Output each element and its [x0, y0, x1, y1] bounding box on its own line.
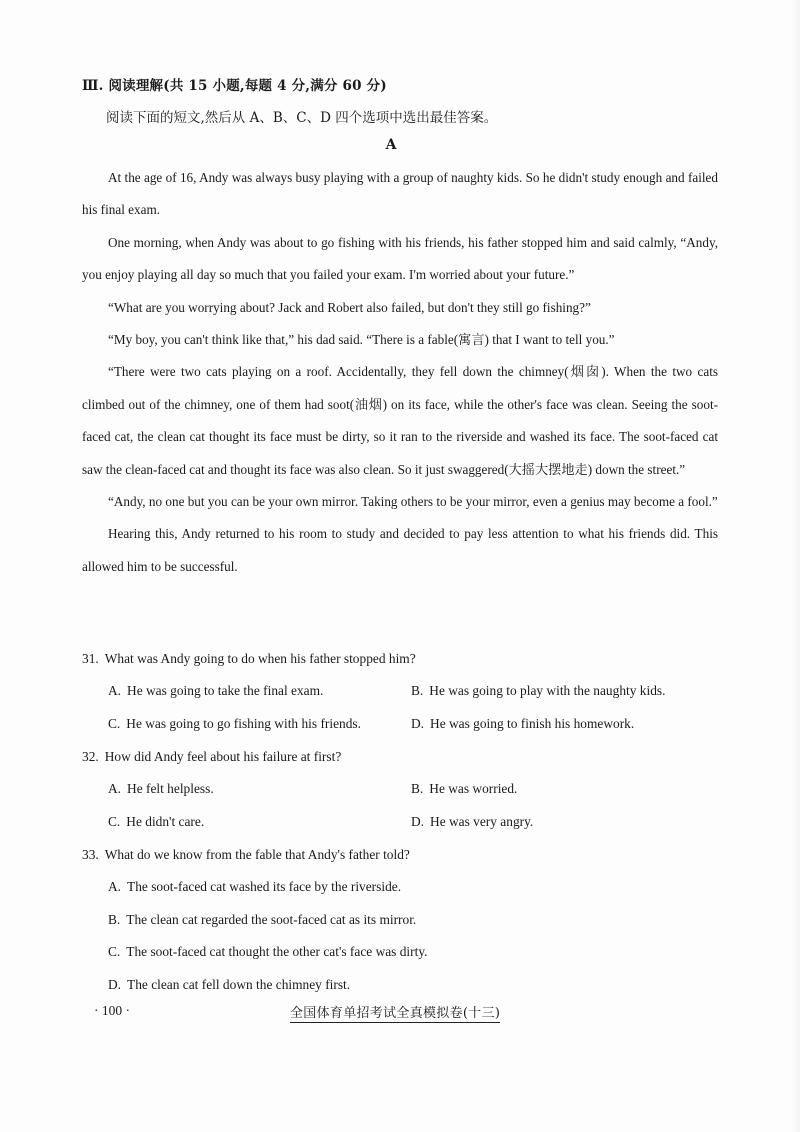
- option-letter: D.: [108, 976, 122, 992]
- footer-title: 全国体育单招考试全真模拟卷(十三): [290, 1002, 500, 1023]
- question-list: [82, 642, 722, 1001]
- passage-paragraph: One morning, when Andy was about to go fishing with his friends, his father stopped him and said calmly, “Andy, you enjoy playing all day so much that you failed your exam. I'm worried about your future.”: [82, 234, 718, 283]
- option-text: He felt helpless.: [127, 781, 214, 796]
- option-a[interactable]: [108, 675, 411, 708]
- option-text: He was very angry.: [430, 813, 534, 829]
- option-text: He didn't care.: [126, 813, 205, 829]
- option-text: He was going to play with the naughty kids.: [429, 683, 666, 698]
- option-d[interactable]: [108, 969, 722, 1002]
- section-instruction: 阅读下面的短文,然后从 A、B、C、D 四个选项中选出最佳答案。: [106, 110, 498, 126]
- option-b[interactable]: [411, 773, 714, 806]
- option-letter: A.: [108, 781, 122, 796]
- option-text: He was worried.: [429, 781, 518, 796]
- option-a[interactable]: [108, 773, 411, 806]
- option-letter: B.: [411, 683, 424, 698]
- option-letter: B.: [411, 781, 424, 796]
- option-c[interactable]: [108, 806, 411, 839]
- question-31: [82, 642, 722, 740]
- option-grid: [82, 773, 722, 838]
- passage-label: A: [385, 137, 397, 153]
- option-text: He was going to go fishing with his friends.: [126, 715, 361, 731]
- question-number: 33.: [82, 847, 99, 862]
- passage-paragraph: “There were two cats playing on a roof. Accidentally, they fell down the chimney(烟囱). When the two cats climbed out of the chimney, one of them had soot(油烟) on its face, while the other's face was clean. Seeing the soot-faced cat, the clean cat thought its face must be dirty, so it ran to the riverside and washed its face. The soot-faced cat saw the clean-faced cat and thought its face was also clean. So it just swaggered(大摇大摆地走) down the street.”: [82, 364, 718, 477]
- option-letter: B.: [108, 911, 121, 927]
- scan-edge-shadow: [790, 0, 800, 1132]
- question-stem: [82, 642, 722, 675]
- passage-paragraph: Hearing this, Andy returned to his room to study and decided to pay less attention to what his friends did. This allowed him to be successful.: [82, 526, 718, 574]
- page-number: · 100 ·: [94, 1003, 130, 1018]
- option-letter: D.: [411, 715, 425, 731]
- question-text: What do we know from the fable that Andy's father told?: [104, 847, 410, 862]
- question-stem: [82, 740, 722, 773]
- option-text: The clean cat fell down the chimney first.: [127, 976, 351, 992]
- option-text: The soot-faced cat washed its face by the riverside.: [127, 879, 402, 894]
- question-stem: [82, 838, 722, 871]
- option-text: The clean cat regarded the soot-faced cat as its mirror.: [126, 911, 417, 927]
- question-33: [82, 838, 722, 1001]
- passage-paragraph: “What are you worrying about? Jack and Robert also failed, but don't they still go fishing?”: [108, 299, 591, 315]
- option-letter: A.: [108, 879, 122, 894]
- passage-paragraph: “My boy, you can't think like that,” his dad said. “There is a fable(寓言) that I want to tell you.”: [108, 332, 615, 348]
- question-32: [82, 740, 722, 838]
- option-text: He was going to take the final exam.: [127, 683, 324, 698]
- option-c[interactable]: [108, 936, 722, 969]
- option-letter: A.: [108, 683, 122, 698]
- option-a[interactable]: [108, 871, 722, 904]
- question-text: How did Andy feel about his failure at first?: [104, 749, 342, 764]
- option-text: He was going to finish his homework.: [430, 715, 635, 731]
- question-number: 32.: [82, 749, 99, 764]
- option-grid: [82, 675, 722, 740]
- option-letter: C.: [108, 944, 121, 959]
- option-b[interactable]: [108, 904, 722, 937]
- option-list: [82, 871, 722, 1001]
- passage-body: [82, 162, 718, 583]
- passage-paragraph: “Andy, no one but you can be your own mirror. Taking others to be your mirror, even a genius may become a fool.”: [108, 494, 718, 510]
- question-number: 31.: [82, 651, 99, 666]
- option-d[interactable]: [411, 708, 714, 741]
- option-letter: D.: [411, 813, 425, 829]
- top-edge-marks: [72, 0, 162, 6]
- passage-paragraph: At the age of 16, Andy was always busy playing with a group of naughty kids. So he didn't study enough and failed his final exam.: [82, 170, 718, 218]
- section-title: Ⅲ. 阅读理解(共 15 小题,每题 4 分,满分 60 分): [82, 78, 387, 94]
- option-c[interactable]: [108, 708, 411, 741]
- question-text: What was Andy going to do when his father stopped him?: [104, 651, 416, 666]
- option-letter: C.: [108, 813, 121, 829]
- option-text: The soot-faced cat thought the other cat's face was dirty.: [126, 944, 428, 959]
- option-letter: C.: [108, 715, 121, 731]
- option-d[interactable]: [411, 806, 714, 839]
- option-b[interactable]: [411, 675, 714, 708]
